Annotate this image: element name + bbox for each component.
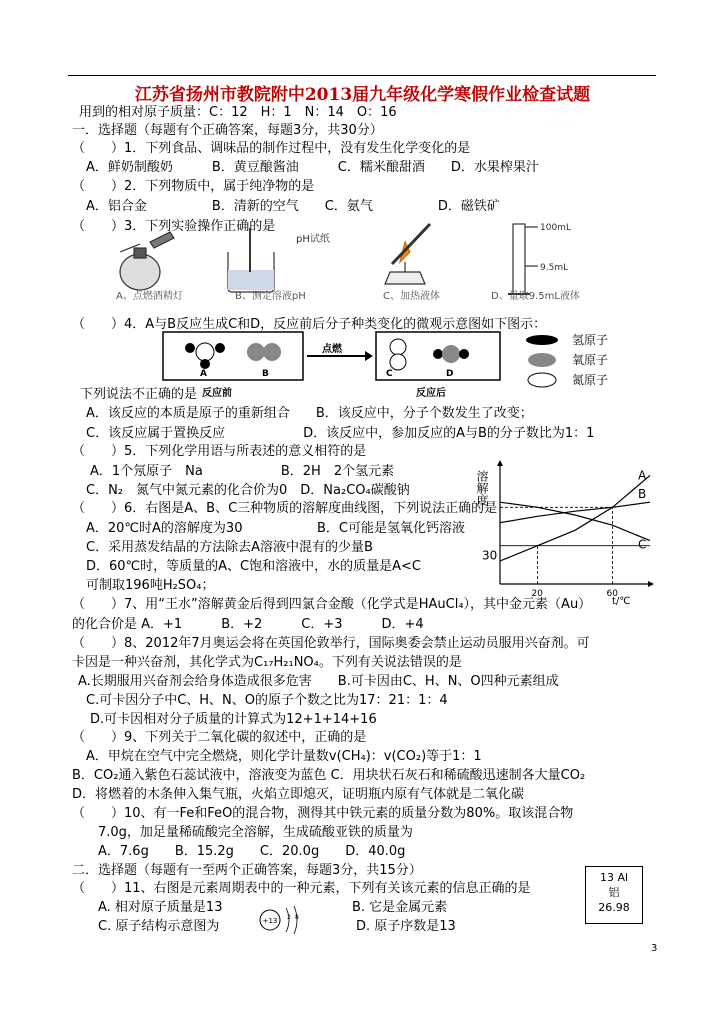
nucleus-charge: +13 — [262, 917, 278, 925]
q3-stem: （ ）3．下列实验操作正确的是 — [72, 219, 276, 234]
q10-stem: （ ）10、有一Fe和FeO的混合物，测得其中铁元素的质量分数为80%。取该混合物 — [72, 806, 574, 821]
hydrogen-atom-icon — [215, 343, 225, 353]
hydrogen-atom-icon — [459, 349, 469, 359]
after-label: 反应后 — [416, 388, 446, 399]
series-line-A — [500, 475, 650, 561]
graduated-cylinder-icon — [508, 224, 538, 294]
series-label-C: C — [638, 537, 647, 552]
hydrogen-atom-icon — [200, 359, 210, 369]
q8-stem-2: 卡因是一种兴奋剂，其化学式为C₁₇H₂₁NO₄。下列有关说法错误的是 — [72, 655, 462, 670]
q11-option-a: A. 相对原子质量是13 — [98, 900, 223, 915]
x-axis-label: t/℃ — [612, 596, 631, 607]
ph-test-icon — [228, 228, 274, 292]
nitrogen-atom-icon — [390, 339, 406, 355]
q9-stem: （ ）9、下列关于二氧化碳的叙述中，正确的是 — [72, 730, 367, 745]
label-a: A — [200, 369, 207, 379]
chart-ticks — [482, 549, 618, 599]
ph-paper-label: pH试纸 — [296, 234, 330, 245]
label-d: D — [446, 369, 454, 379]
q2-options: A．铝合金 B．清新的空气 C．氨气 D．磁铁矿 — [86, 199, 500, 214]
label-c: C — [386, 369, 393, 379]
q8-stem: （ ）8、2012年7月奥运会将在英国伦敦举行，国际奥委会禁止运动员服用兴奋剂。可 — [72, 636, 590, 651]
q4-options-cd: C．该反应属于置换反应 D．该反应中，参加反应的A与B的分子数比为1：1 — [86, 426, 595, 441]
q8-options-ab: A.长期服用兴奋剂会给身体造成很多危害 B.可卡因由C、H、N、O四种元素组成 — [78, 674, 559, 689]
volume-100ml-label: 100mL — [540, 223, 571, 233]
q6-option-d: D．60℃时，等质量的A、C饱和溶液中，水的质量是A<C — [86, 559, 421, 574]
volume-9-5ml-label: 9.5mL — [540, 263, 569, 273]
q4-options-ab: A．该反应的本质是原子的重新组合 B．该反应中，分子个数发生了改变； — [86, 406, 533, 421]
element-mass: 26.98 — [598, 901, 630, 914]
legend-nitrogen: 氮原子 — [572, 373, 609, 387]
series-line-C — [500, 502, 650, 540]
section-1-heading: 一．选择题（每题有个正确答案，每题3分，共30分） — [72, 123, 383, 138]
q2-stem: （ ）2．下列物质中，属于纯净物的是 — [72, 179, 315, 194]
chart-series — [500, 468, 650, 561]
periodic-element-card — [585, 866, 643, 924]
series-label-A: A — [638, 468, 647, 483]
legend-nitrogen-icon — [528, 373, 556, 387]
label-b: B — [262, 369, 269, 379]
q11-option-b: B. 它是金属元素 — [352, 900, 448, 915]
reactant-box — [163, 332, 303, 380]
q1-options: A．鲜奶制酸奶 B．黄豆酿酱油 C．糯米酿甜酒 D．水果榨果汁 — [86, 160, 539, 175]
element-number-symbol: 13 Al — [599, 871, 629, 884]
series-label-B: B — [638, 487, 647, 502]
heating-liquid-icon — [385, 224, 430, 284]
hydrogen-atom-icon — [433, 349, 443, 359]
page-number: 3 — [651, 943, 658, 954]
q1-stem: （ ）1．下列食品、调味品的制作过程中，没有发生化学变化的是 — [72, 141, 471, 156]
q5-options-cd: C．N₂ 氮气中氮元素的化合价为0 D．Na₂CO₄碳酸钠 — [86, 483, 410, 498]
q4-stem: （ ）4．A与B反应生成C和D，反应前后分子种类变化的微观示意图如下图示： — [72, 317, 547, 332]
atomic-structure-diagram — [258, 904, 308, 940]
q5-stem: （ ）5．下列化学用语与所表述的意义相符的是 — [72, 444, 367, 459]
q7-stem: （ ）7、用“王水”溶解黄金后得到四氯合金酸（化学式是HAuCl₄），其中金元素（Au） — [72, 597, 592, 612]
x-tick-60: 60 — [606, 589, 618, 599]
oxygen-atom-icon — [247, 343, 265, 361]
q9-option-a: A．甲烷在空气中完全燃烧，则化学计量数v(CH₄)：v(CO₂)等于1：1 — [86, 749, 482, 764]
y-axis-label-1: 溶解度 — [475, 470, 489, 506]
shell-2-count: 8 — [295, 914, 299, 921]
legend-hydrogen: 氢原子 — [572, 333, 609, 347]
q4-reaction-diagram — [160, 332, 700, 402]
solubility-chart — [475, 456, 660, 607]
legend-oxygen-icon — [528, 353, 556, 367]
x-tick-20: 20 — [531, 589, 543, 599]
section-2-heading: 二．选择题（每题有一至两个正确答案，每题3分，共15分） — [72, 863, 422, 878]
q4-prompt: 下列说法不正确的是 — [80, 387, 198, 402]
legend-oxygen: 氧原子 — [572, 353, 609, 367]
oxygen-atom-icon — [442, 345, 460, 363]
before-label: 反应前 — [202, 388, 232, 399]
oxygen-atom-icon — [263, 343, 281, 361]
q9-option-d: D．将燃着的木条伸入集气瓶，火焰立即熄灭，证明瓶内原有气体就是二氧化碳 — [72, 787, 525, 802]
q3-caption-b: B、测定溶液pH — [235, 291, 306, 302]
legend-hydrogen-icon — [526, 335, 558, 345]
q3-caption-d: D、量取9.5mL液体 — [491, 291, 580, 302]
q11-option-d: D. 原子序数是13 — [356, 919, 456, 934]
shell-1-count: 2 — [287, 914, 291, 921]
q6-option-c: C．采用蒸发结晶的方法除去A溶液中混有的少量B — [86, 540, 373, 555]
q3-caption-a: A、点燃酒精灯 — [116, 291, 183, 302]
nitrogen-atom-icon — [196, 343, 214, 361]
q11-option-c: C. 原子结构示意图为 — [98, 919, 220, 934]
q5-options-ab: A．1个氖原子 Na B．2H 2个氢元素 — [90, 464, 395, 479]
nitrogen-atom-icon — [390, 354, 406, 370]
y-tick-30: 30 — [482, 548, 498, 563]
q3-caption-c: C、加热液体 — [383, 291, 440, 302]
q11-stem: （ ）11、右图是元素周期表中的一种元素，下列有关该元素的信息正确的是 — [72, 881, 531, 896]
q6-option-b: B．C可能是氢氧化钙溶液 — [317, 521, 465, 536]
q8-option-d: D.可卡因相对分子质量的计算式为12+1+14+16 — [90, 712, 377, 727]
hydrogen-atom-icon — [185, 343, 195, 353]
q9-options-bc: B．CO₂通入紫色石蕊试液中，溶液变为蓝色 C．用块状石灰石和稀硫酸迅速制各大量CO₂ — [72, 768, 586, 783]
q7-stem-2: 的化合价是 A．+1 B．+2 C．+3 D．+4 — [72, 617, 424, 632]
alcohol-lamp-lighting-icon — [120, 232, 174, 290]
q10-stem-2: 7.0g，加足量稀硫酸完全溶解，生成硫酸亚铁的质量为 — [98, 825, 413, 840]
q6-option-e: 可制取196吨H₂SO₄； — [86, 578, 215, 593]
arrow-label: 点燃 — [322, 344, 342, 355]
atomic-masses: 用到的相对原子质量：C：12 H：1 N：14 O：16 — [79, 105, 397, 120]
q6-stem: （ ）6．右图是A、B、C三种物质的溶解度曲线图，下列说法正确的是 — [72, 501, 498, 516]
header-rule — [68, 75, 656, 76]
page-title: 江苏省扬州市教院附中2013届九年级化学寒假作业检查试题 — [134, 85, 591, 105]
q6-option-a: A．20℃时A的溶解度为30 — [86, 521, 243, 536]
q8-option-c: C.可卡因分子中C、H、N、O的原子个数之比为17：21：1：4 — [86, 693, 448, 708]
q10-options: A．7.6g B．15.2g C．20.0g D．40.0g — [98, 844, 406, 859]
element-name: 铝 — [608, 886, 620, 899]
